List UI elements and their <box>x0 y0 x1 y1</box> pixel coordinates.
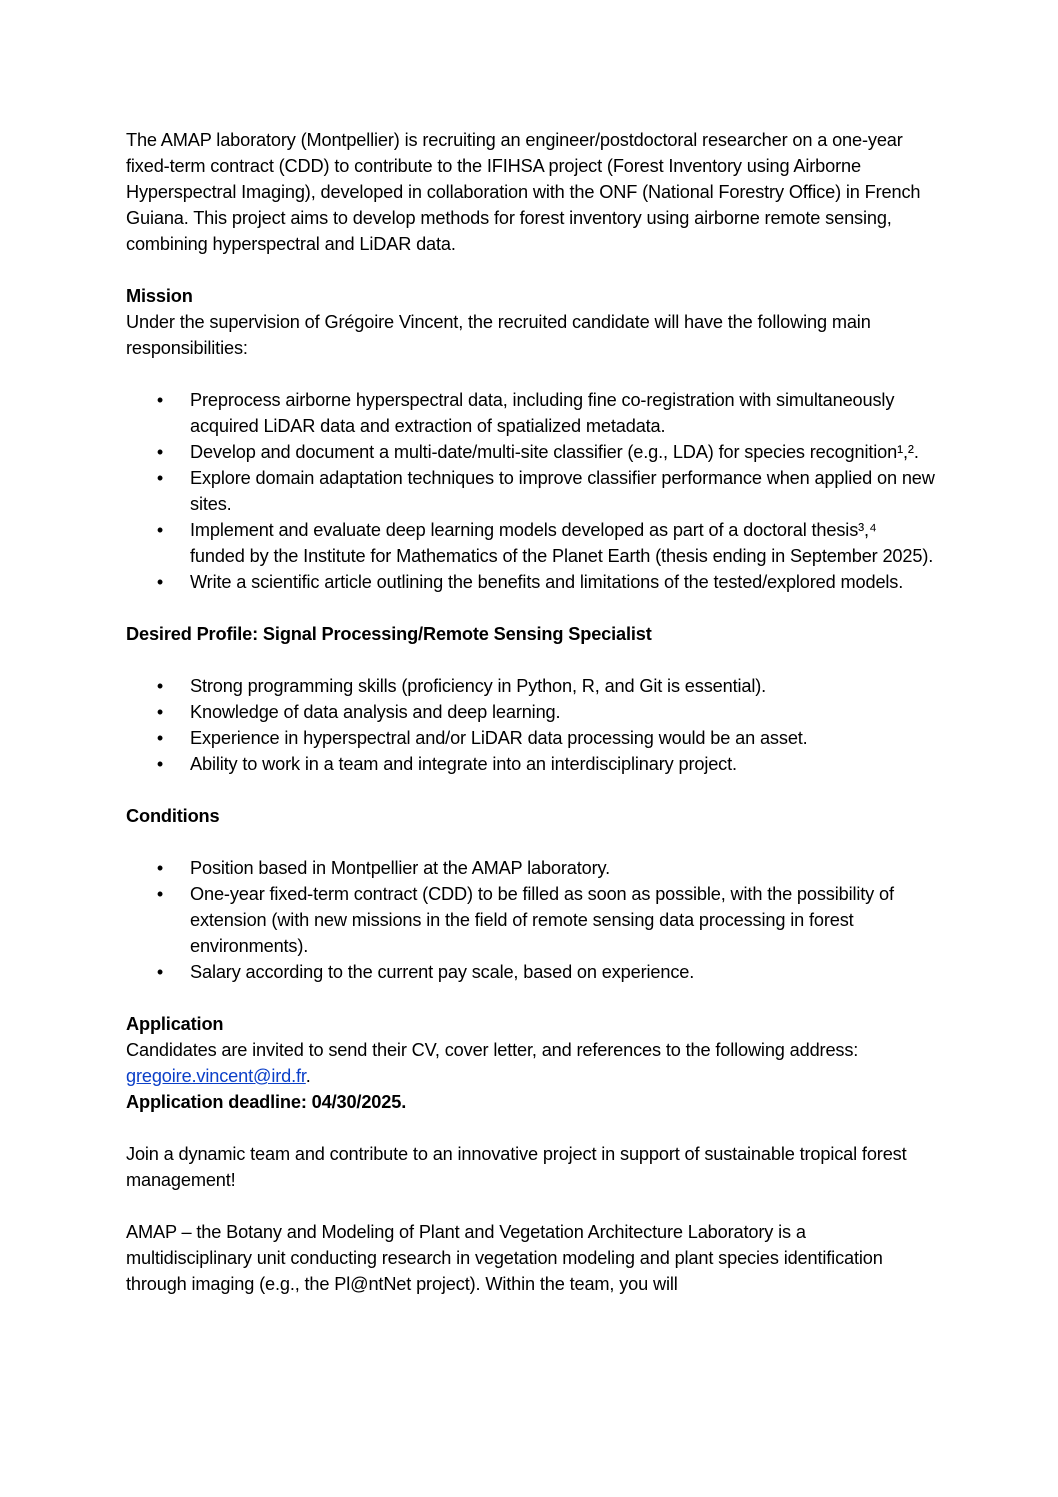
list-item: • Implement and evaluate deep learning models developed as part of a doctoral thesis³,⁴ funded by the Institute for Mathematics of the Planet Earth (thesis ending in September 2025). <box>126 517 936 569</box>
conditions-heading: Conditions <box>126 806 220 826</box>
list-item: • Explore domain adaptation techniques to improve classifier performance when applied on new sites. <box>126 465 936 517</box>
bullet-icon: • <box>156 676 164 696</box>
bullet-icon: • <box>156 858 164 878</box>
bullet-icon: • <box>156 572 164 592</box>
bullet-icon: • <box>156 754 164 774</box>
bullet-icon: • <box>156 962 164 982</box>
application-heading: Application <box>126 1014 224 1034</box>
bullet-icon: • <box>156 390 164 410</box>
bullet-icon: • <box>156 468 164 488</box>
bullet-icon: • <box>156 884 164 904</box>
bullet-icon: • <box>156 520 164 540</box>
list-item: • One-year fixed-term contract (CDD) to be filled as soon as possible, with the possibility of extension (with new missions in the field of remote sensing data processing in forest environments). <box>126 881 936 959</box>
bullet-icon: • <box>156 728 164 748</box>
closing-paragraph: Join a dynamic team and contribute to an innovative project in support of sustainable tropical forest management! <box>126 1144 907 1190</box>
list-item: • Knowledge of data analysis and deep learning. <box>126 699 936 725</box>
about-paragraph: AMAP – the Botany and Modeling of Plant and Vegetation Architecture Laboratory is a multidisciplinary unit conducting research in vegetation modeling and plant species identification through imaging (e.g., the Pl@ntNet project). Within the team, you will <box>126 1222 883 1294</box>
list-item: • Preprocess airborne hyperspectral data, including fine co-registration with simultaneously acquired LiDAR data and extraction of spatialized metadata. <box>126 387 936 439</box>
conditions-list <box>126 855 936 985</box>
list-item: • Salary according to the current pay scale, based on experience. <box>126 959 936 985</box>
application-deadline: Application deadline: 04/30/2025. <box>126 1092 407 1112</box>
mission-list <box>126 387 936 595</box>
mission-heading: Mission <box>126 286 193 306</box>
mission-text: Under the supervision of Grégoire Vincent, the recruited candidate will have the following main responsibilities: <box>126 312 871 358</box>
application-text: Candidates are invited to send their CV, cover letter, and references to the following address: gregoire.vincent@ird.fr. <box>126 1040 859 1086</box>
email-link[interactable]: gregoire.vincent@ird.fr <box>126 1066 306 1086</box>
list-item: • Develop and document a multi-date/multi-site classifier (e.g., LDA) for species recognition¹,². <box>126 439 936 465</box>
profile-heading: Desired Profile: Signal Processing/Remote Sensing Specialist <box>126 624 652 644</box>
list-item: • Position based in Montpellier at the AMAP laboratory. <box>126 855 936 881</box>
profile-list <box>126 673 936 777</box>
list-item: • Ability to work in a team and integrate into an interdisciplinary project. <box>126 751 936 777</box>
list-item: • Experience in hyperspectral and/or LiDAR data processing would be an asset. <box>126 725 936 751</box>
intro-paragraph: The AMAP laboratory (Montpellier) is recruiting an engineer/postdoctoral researcher on a one-year fixed-term contract (CDD) to contribute to the IFIHSA project (Forest Inventory using Airborne Hyperspectral Imaging), developed in collaboration with the ONF (National Forestry Office) in French Guiana. This project aims to develop methods for forest inventory using airborne remote sensing, combining hyperspectral and LiDAR data. <box>126 130 921 254</box>
list-item: • Strong programming skills (proficiency in Python, R, and Git is essential). <box>126 673 936 699</box>
list-item: • Write a scientific article outlining the benefits and limitations of the tested/explored models. <box>126 569 936 595</box>
bullet-icon: • <box>156 442 164 462</box>
document-page <box>126 127 936 1297</box>
bullet-icon: • <box>156 702 164 722</box>
